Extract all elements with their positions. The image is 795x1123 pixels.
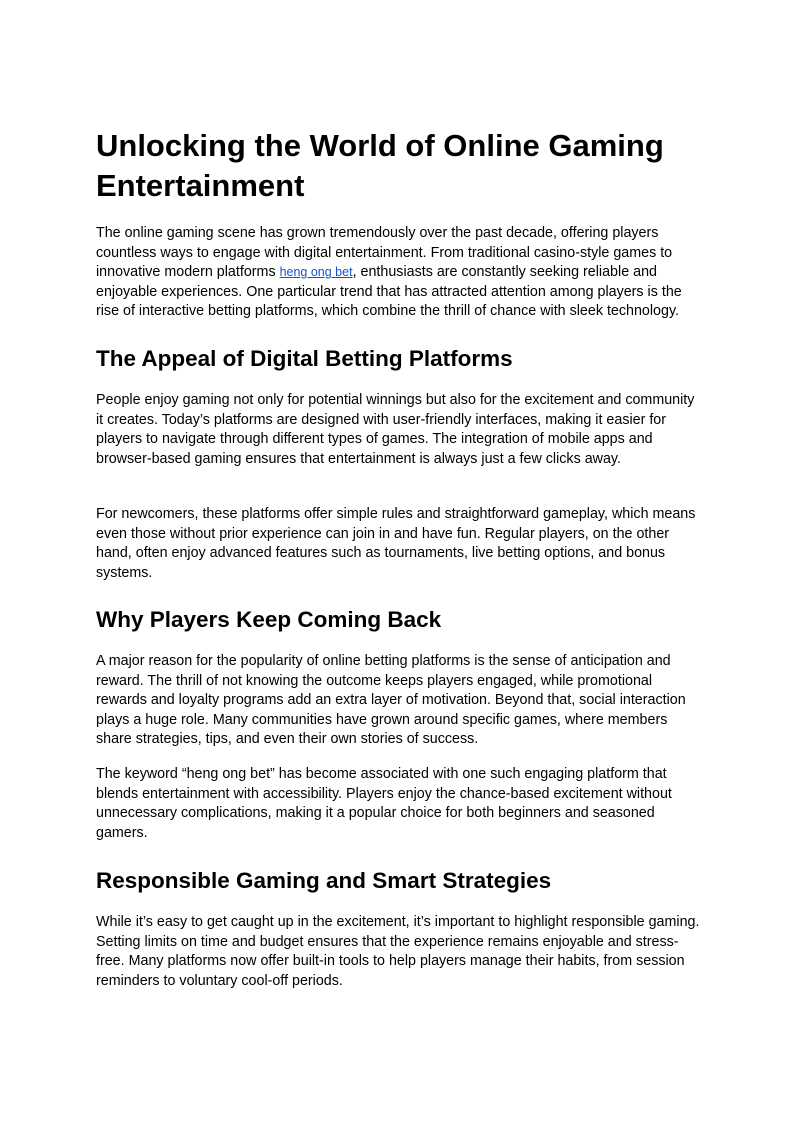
responsible-paragraph-1: While it’s easy to get caught up in the excitement, it’s important to highlight responsible gaming. Setting limits on time and budget ensures that the experience remains enjoyable and stress-free. Many platforms now offer built-in tools to help players manage their habits, from session reminders to voluntary cool-off periods.	[96, 914, 700, 989]
section-heading-appeal: The Appeal of Digital Betting Platforms	[96, 346, 513, 371]
intro-text-before-link: The online gaming scene has grown tremendously over the past decade, offering players countless ways to engage with digital entertainment. From traditional casino-style games to innovative modern platforms	[96, 225, 673, 280]
intro-paragraph	[96, 224, 701, 322]
intro-text-after-link: , enthusiasts are constantly seeking reliable and enjoyable experiences. One particular trend that has attracted attention among players is the rise of interactive betting platforms, which combine the thrill of chance with sleek technology.	[96, 264, 682, 319]
section-heading-responsible: Responsible Gaming and Smart Strategies	[96, 868, 552, 893]
coming-back-paragraph-2: The keyword “heng ong bet” has become associated with one such engaging platform that blends entertainment with accessibility. Players enjoy the chance-based excitement without unnecessary complications, making it a popular choice for both beginners and seasoned gamers.	[96, 766, 672, 841]
page-title: Unlocking the World of Online Gaming Entertainment	[96, 128, 664, 203]
appeal-paragraph-2: For newcomers, these platforms offer simple rules and straightforward gameplay, which means even those without prior experience can join in and have fun. Regular players, on the other hand, often enjoy advanced features such as tournaments, live betting options, and bonus systems.	[96, 506, 696, 581]
appeal-paragraph-1: People enjoy gaming not only for potential winnings but also for the excitement and community it creates. Today’s platforms are designed with user-friendly interfaces, making it easier for players to navigate through different types of games. The integration of mobile apps and browser-based gaming ensures that entertainment is always just a few clicks away.	[96, 392, 695, 467]
heng-ong-bet-link[interactable]: heng ong bet	[279, 265, 353, 279]
coming-back-paragraph-1: A major reason for the popularity of online betting platforms is the sense of anticipation and reward. The thrill of not knowing the outcome keeps players engaged, while promotional rewards and loyalty programs add an extra layer of motivation. Beyond that, social interaction plays a huge role. Many communities have grown around specific games, where members share strategies, tips, and even their own stories of success.	[96, 653, 686, 747]
section-heading-coming-back: Why Players Keep Coming Back	[96, 607, 442, 632]
